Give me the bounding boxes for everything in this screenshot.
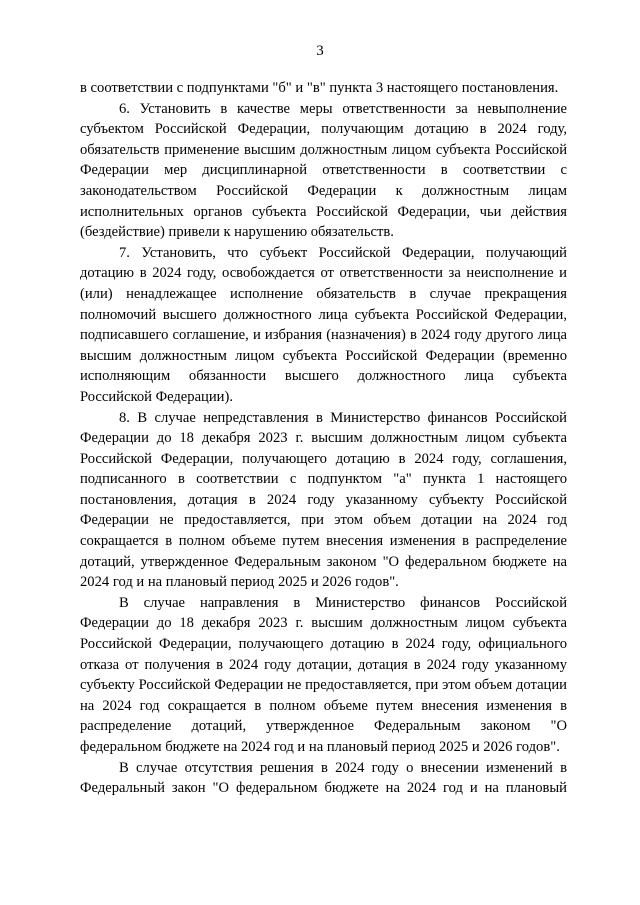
paragraph-item-8: 8. В случае непредставления в Министерство финансов Российской Федерации до 18 декабря 2023 г. высшим должностным лицом субъекта Российской Федерации, получающего дотацию в 2024 году, соглашения, подписанного в соответствии с подпунктом "а" пункта 1 настоящего постановления, дотация в 2024 году указанному субъекту Российской Федерации не предоставляется, при этом объем дотации на 2024 год сокращается в полном объеме путем внесения изменения в распределение дотаций, утвержденное Федеральным законом "О федеральном бюджете на 2024 год и на плановый период 2025 и 2026 годов".	[80, 409, 567, 591]
paragraph-no-decision-case: В случае отсутствия решения в 2024 году о внесении изменений в Федеральный закон "О федеральном бюджете на 2024 год и на плановый	[80, 759, 567, 797]
paragraph-item-6: 6. Установить в качестве меры ответственности за невыполнение субъектом Российской Федерации, получающим дотацию в 2024 году, обязательств применение высшим должностным лицом субъекта Российской Федерации мер дисциплинарной ответственности в соответствии с законодательством Российской Федерации к должностным лицам исполнительных органов субъекта Российской Федерации, чьи действия (бездействие) привели к нарушению обязательств.	[80, 100, 567, 241]
paragraph-refusal-case: В случае направления в Министерство финансов Российской Федерации до 18 декабря 2023 г. высшим должностным лицом субъекта Российской Федерации, получающего дотацию в 2024 году, официального отказа от получения в 2024 году дотации, дотация в 2024 году указанному субъекту Российской Федерации не предоставляется, при этом объем дотации на 2024 год сокращается в полном объеме путем внесения изменения в распределение дотаций, утвержденное Федеральным законом "О федеральном бюджете на 2024 год и на плановый период 2025 и 2026 годов".	[80, 594, 567, 755]
page-number: 3	[316, 43, 324, 59]
paragraph-continuation: в соответствии с подпунктами "б" и "в" пункта 3 настоящего постановления.	[80, 80, 559, 96]
document-body	[80, 78, 567, 799]
paragraph-item-7: 7. Установить, что субъект Российской Федерации, получающий дотацию в 2024 году, освобождается от ответственности за неисполнение и (или) ненадлежащее исполнение обязательств в случае прекращения полномочий высшего должностного лица субъекта Российской Федерации, подписавшего соглашение, и избрания (назначения) в 2024 году другого лица высшим должностным лицом субъекта Российской Федерации (временно исполняющим обязанности высшего должностного лица субъекта Российской Федерации).	[80, 244, 567, 405]
